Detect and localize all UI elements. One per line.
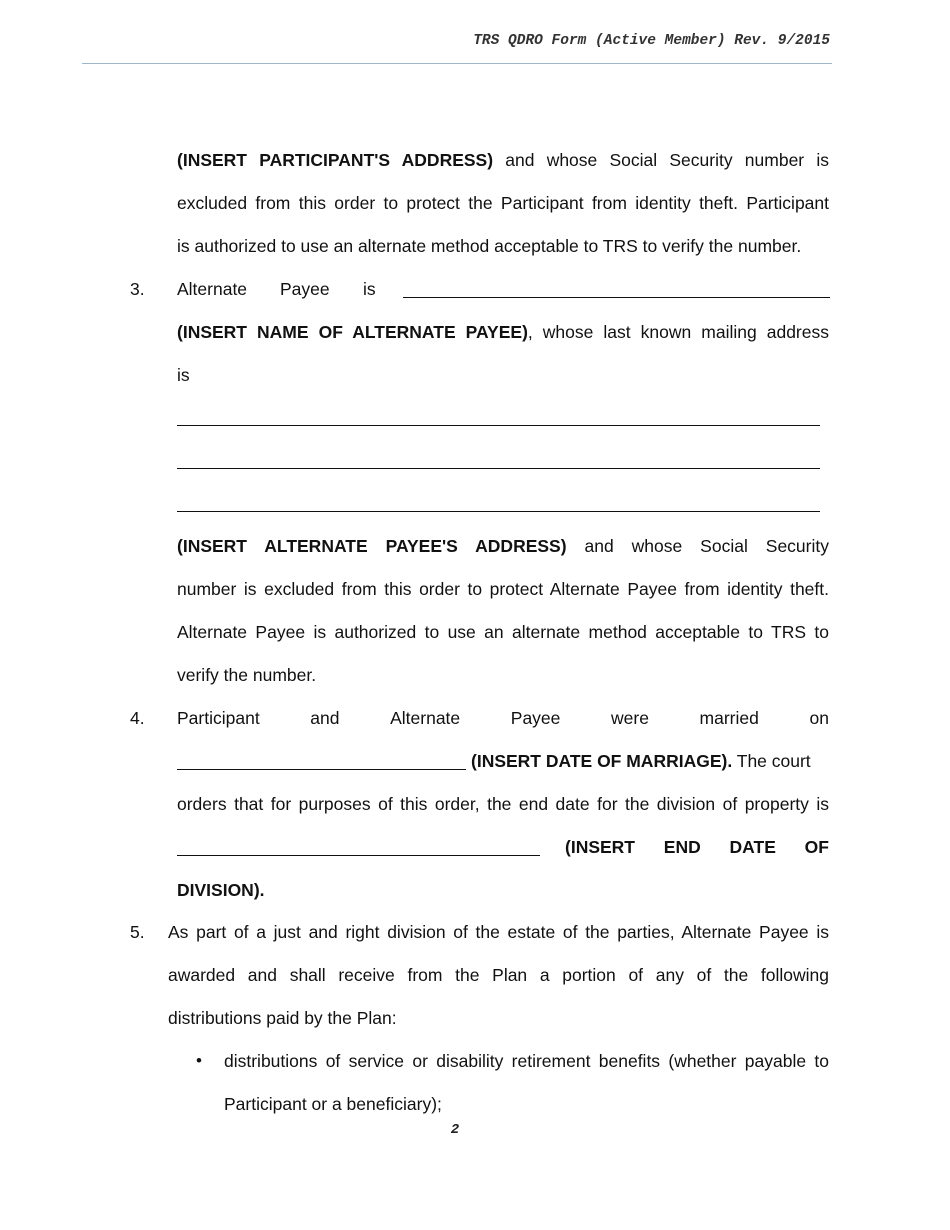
alternate-payee-name-blank[interactable] — [403, 297, 830, 298]
end-date-label-1: (INSERT END DATE OF — [565, 837, 829, 857]
bullet-item-line-1: distributions of service or disability retirement benefits (whether payable to — [224, 1051, 829, 1071]
item-3-name-rest: , whose last known mailing address — [527, 322, 829, 342]
item-3-is: is — [177, 365, 190, 385]
item-3-address-line-4: verify the number. — [177, 665, 317, 685]
item-4-line-3: orders that for purposes of this order, the end date for the division of property is — [177, 794, 829, 814]
marriage-date-label: (INSERT DATE OF MARRIAGE). — [471, 751, 733, 771]
page-number: 2 — [450, 1122, 460, 1138]
item-3-address-rest: and whose Social Security — [566, 536, 829, 556]
alternate-payee-address-blank-3[interactable] — [177, 511, 820, 512]
item-5-line-3: distributions paid by the Plan: — [168, 1008, 397, 1028]
alternate-payee-address-label: (INSERT ALTERNATE PAYEE'S ADDRESS) — [177, 536, 567, 556]
item-3-name-line — [177, 321, 829, 343]
alternate-payee-address-blank-1[interactable] — [177, 425, 820, 426]
item-5-line-1: As part of a just and right division of the estate of the parties, Alternate Payee is — [168, 922, 829, 942]
alternate-payee-address-blank-2[interactable] — [177, 468, 820, 469]
item-5-number: 5. — [130, 922, 145, 942]
item-3-address-line-1 — [177, 535, 829, 557]
item-3-address-line-2: number is excluded from this order to protect Alternate Payee from identity theft. — [177, 579, 829, 599]
item-4-word-4: were — [611, 708, 649, 728]
participant-address-line-1-rest: and whose Social Security number is — [493, 150, 829, 170]
item-4-line-1 — [177, 707, 829, 729]
end-date-label-2: DIVISION). — [177, 880, 265, 900]
document-header: TRS QDRO Form (Active Member) Rev. 9/2015 — [473, 33, 830, 49]
participant-address-line-3: is authorized to use an alternate method acceptable to TRS to verify the number. — [177, 236, 802, 256]
alternate-payee-name-label: (INSERT NAME OF ALTERNATE PAYEE) — [177, 322, 528, 342]
participant-address-line-2: excluded from this order to protect the Participant from identity theft. Participant — [177, 193, 829, 213]
bullet-item-line-2: Participant or a beneficiary); — [224, 1094, 442, 1114]
item-4-number: 4. — [130, 708, 145, 728]
item-4-word-0: Participant — [177, 708, 260, 728]
item-3-address-line-3: Alternate Payee is authorized to use an alternate method acceptable to TRS to — [177, 622, 829, 642]
participant-address-label: (INSERT PARTICIPANT'S ADDRESS) — [177, 150, 494, 170]
item-3-word-payee: Payee — [280, 279, 330, 299]
item-4-word-6: on — [809, 708, 829, 728]
participant-address-line-1 — [177, 149, 829, 171]
item-4-word-2: Alternate — [390, 708, 461, 728]
item-5-line-2: awarded and shall receive from the Plan a portion of any of the following — [168, 965, 829, 985]
item-3-word-is: is — [363, 279, 376, 299]
item-3-number: 3. — [130, 279, 145, 299]
marriage-date-blank[interactable] — [177, 769, 466, 770]
item-4-marriage-rest: The court — [732, 751, 811, 771]
item-4-marriage-line — [471, 750, 811, 772]
item-4-word-5: married — [699, 708, 759, 728]
header-rule — [82, 63, 832, 64]
item-4-word-3: Payee — [510, 708, 561, 728]
end-date-blank[interactable] — [177, 855, 540, 856]
item-4-word-1: and — [310, 708, 340, 728]
item-3-word-alternate: Alternate — [177, 279, 248, 299]
bullet-icon: • — [196, 1051, 202, 1070]
